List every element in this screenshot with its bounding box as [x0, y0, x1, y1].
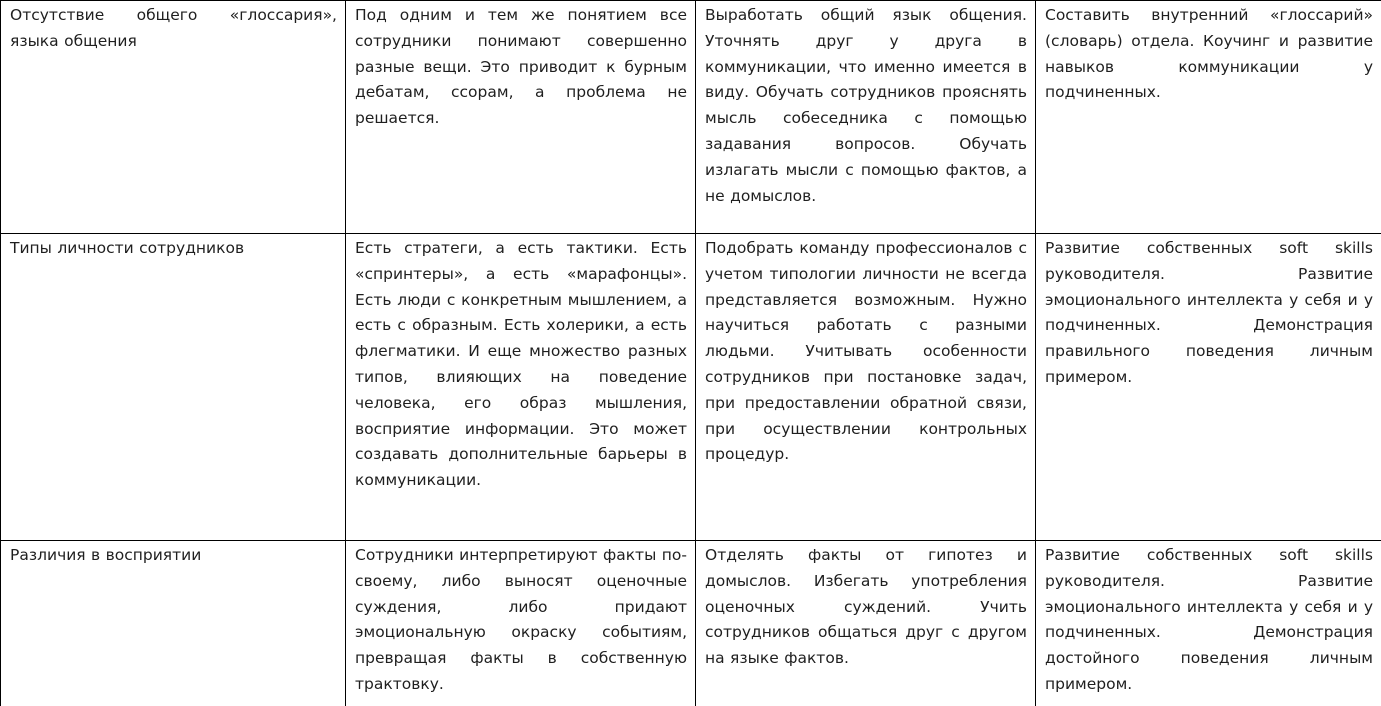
table-row — [1, 541, 1381, 706]
cell-solution: Подобрать команду профессионалов с учетом типологии личности не всегда представляется возможным. Нужно научиться работать с разными людьми. Учитывать особенности сотрудников при постановке задач, при предоставлении обратной связи, при осуществлении контрольных процедур. — [696, 234, 1036, 541]
cell-solution: Отделять факты от гипотез и домыслов. Избегать употребления оценочных суждений. Учить сотрудников общаться друг с другом на языке фактов. — [696, 541, 1036, 706]
cell-barrier-name: Типы личности сотрудников — [1, 234, 346, 541]
cell-manager-development: Развитие собственных soft skills руководителя. Развитие эмоционального интеллекта у себя и у подчиненных. Демонстрация достойного поведения личным примером. — [1036, 541, 1381, 706]
table-row — [1, 1, 1381, 234]
cell-barrier-description: Есть стратеги, а есть тактики. Есть «спринтеры», а есть «марафонцы». Есть люди с конкретным мышлением, а есть с образным. Есть холерики, а есть флегматики. И еще множество разных типов, влияющих на поведение человека, его образ мышления, восприятие информации. Это может создавать дополнительные барьеры в коммуникации. — [346, 234, 696, 541]
cell-solution: Выработать общий язык общения. Уточнять друг у друга в коммуникации, что именно имеется в виду. Обучать сотрудников прояснять мысль собеседника с помощью задавания вопросов. Обучать излагать мысли с помощью фактов, а не домыслов. — [696, 1, 1036, 234]
cell-barrier-description: Сотрудники интерпретируют факты по-своему, либо выносят оценочные суждения, либо придают эмоциональную окраску событиям, превращая факты в собственную трактовку. — [346, 541, 696, 706]
cell-barrier-name: Различия в восприятии — [1, 541, 346, 706]
cell-barrier-name: Отсутствие общего «глоссария», языка общения — [1, 1, 346, 234]
cell-manager-development: Развитие собственных soft skills руководителя. Развитие эмоционального интеллекта у себя и у подчиненных. Демонстрация правильного поведения личным примером. — [1036, 234, 1381, 541]
table-row — [1, 234, 1381, 541]
cell-manager-development: Составить внутренний «глоссарий» (словарь) отдела. Коучинг и развитие навыков коммуникации у подчиненных. — [1036, 1, 1381, 234]
cell-barrier-description: Под одним и тем же понятием все сотрудники понимают совершенно разные вещи. Это приводит к бурным дебатам, ссорам, а проблема не решается. — [346, 1, 696, 234]
